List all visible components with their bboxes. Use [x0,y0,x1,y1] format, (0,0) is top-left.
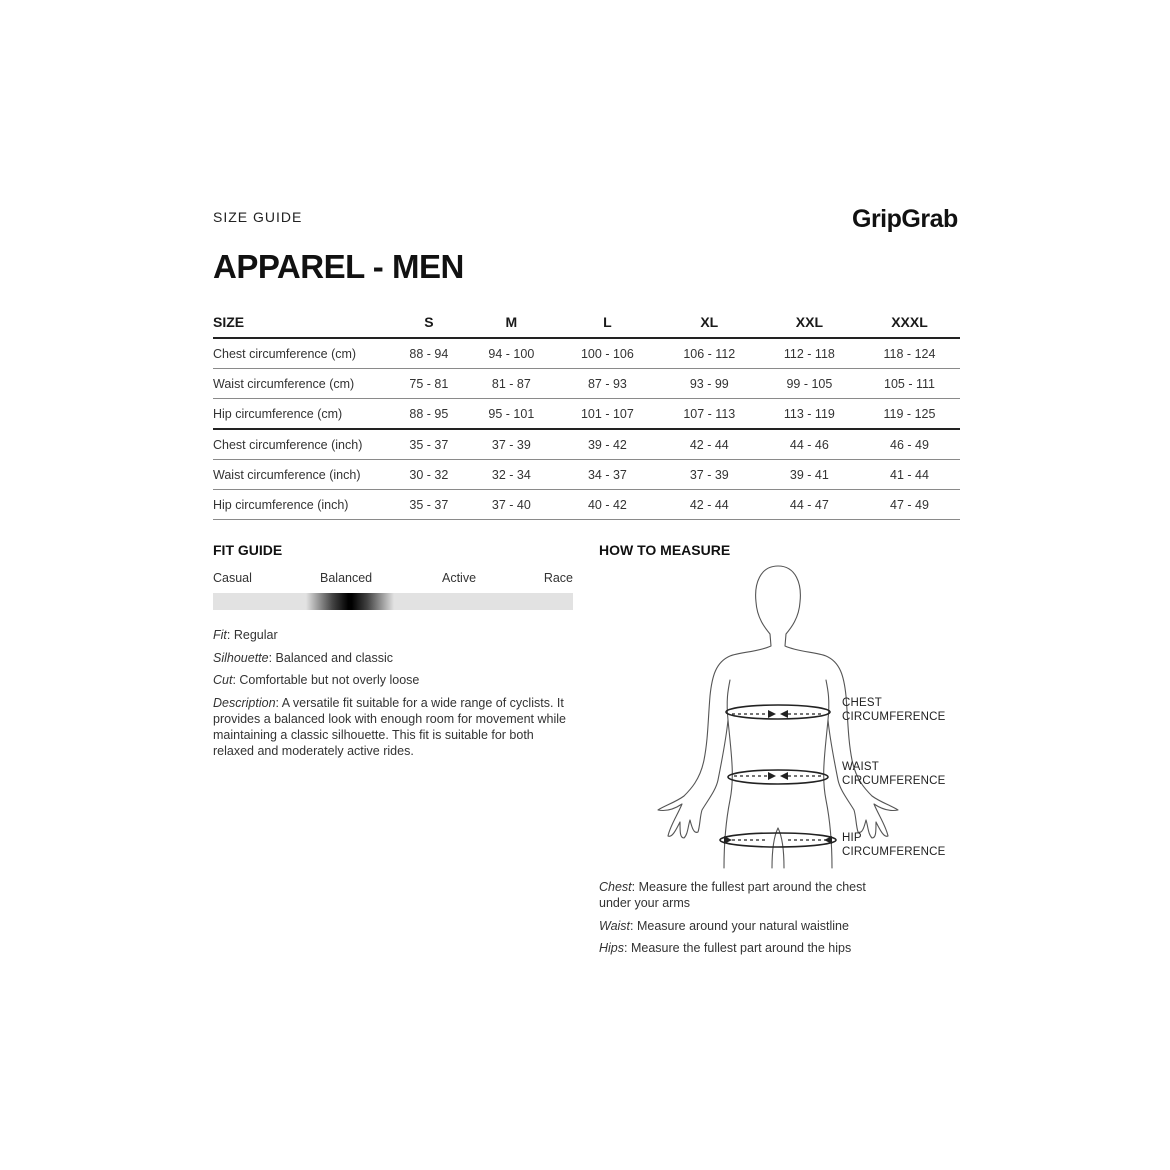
row-label: Chest circumference (inch) [213,429,391,460]
table-cell: 81 - 87 [467,369,556,399]
table-cell: 47 - 49 [859,490,960,520]
chest-label: CHEST CIRCUMFERENCE [842,697,946,723]
waist-label: WAIST CIRCUMFERENCE [842,761,946,787]
fit-scale-casual: Casual [213,571,252,585]
table-cell: 41 - 44 [859,460,960,490]
column-header-size: SIZE [213,306,391,338]
row-label: Hip circumference (inch) [213,490,391,520]
size-guide-kicker: SIZE GUIDE [213,209,303,225]
table-cell: 99 - 105 [760,369,859,399]
table-row [213,429,960,460]
fit-item-description: Description: A versatile fit suitable for a wide range of cyclists. It provides a balanced look with enough room for movement while maintaining a classic silhouette. This fit is suitable for both relaxed and moderately active rides. [213,695,566,758]
table-row [213,490,960,520]
table-row [213,399,960,430]
fit-item-cut: Cut: Comfortable but not overly loose [213,673,420,687]
measure-item-waist: Waist: Measure around your natural waistline [599,918,849,933]
table-cell: 112 - 118 [760,338,859,369]
column-header-xl: XL [659,306,760,338]
row-label: Chest circumference (cm) [213,338,391,369]
table-cell: 34 - 37 [556,460,659,490]
fit-scale-balanced: Balanced [320,571,373,585]
table-cell: 44 - 46 [760,429,859,460]
table-cell: 88 - 94 [391,338,467,369]
fit-scale-active: Active [442,571,477,585]
table-cell: 37 - 39 [659,460,760,490]
table-cell: 93 - 99 [659,369,760,399]
table-row [213,338,960,369]
fit-scale-race: Race [543,571,573,585]
table-cell: 30 - 32 [391,460,467,490]
table-cell: 88 - 95 [391,399,467,430]
table-cell: 42 - 44 [659,429,760,460]
table-cell: 95 - 101 [467,399,556,430]
measure-item-chest: Chest: Measure the fullest part around the chest under your arms [599,880,866,910]
table-cell: 42 - 44 [659,490,760,520]
column-header-s: S [391,306,467,338]
fit-guide-heading: FIT GUIDE [213,542,283,558]
fit-level-marker [306,593,394,610]
column-header-xxl: XXL [760,306,859,338]
table-cell: 39 - 42 [556,429,659,460]
table-cell: 105 - 111 [859,369,960,399]
table-cell: 40 - 42 [556,490,659,520]
size-table-header [213,306,960,338]
table-cell: 101 - 107 [556,399,659,430]
table-cell: 107 - 113 [659,399,760,430]
table-cell: 87 - 93 [556,369,659,399]
row-label: Hip circumference (cm) [213,399,391,430]
column-header-m: M [467,306,556,338]
column-header-xxxl: XXXL [859,306,960,338]
table-cell: 46 - 49 [859,429,960,460]
table-cell: 100 - 106 [556,338,659,369]
table-row [213,369,960,399]
table-row [213,460,960,490]
table-cell: 32 - 34 [467,460,556,490]
measure-item-hips: Hips: Measure the fullest part around the hips [599,941,852,955]
fit-description [213,627,573,765]
table-cell: 35 - 37 [391,429,467,460]
how-to-measure-heading: HOW TO MEASURE [599,542,731,558]
row-label: Waist circumference (cm) [213,369,391,399]
fit-scale-labels [213,571,573,587]
size-table [213,306,960,520]
row-label: Waist circumference (inch) [213,460,391,490]
table-cell: 37 - 40 [467,490,556,520]
table-cell: 113 - 119 [760,399,859,430]
gripgrab-logo: GripGrab [852,205,958,233]
measure-instructions [599,879,899,963]
fit-item-silhouette: Silhouette: Balanced and classic [213,650,393,665]
table-cell: 35 - 37 [391,490,467,520]
fit-item-fit: Fit: Regular [213,628,278,642]
table-cell: 44 - 47 [760,490,859,520]
table-cell: 119 - 125 [859,399,960,430]
table-cell: 75 - 81 [391,369,467,399]
table-cell: 106 - 112 [659,338,760,369]
hip-label: HIP CIRCUMFERENCE [842,832,946,858]
column-header-l: L [556,306,659,338]
table-cell: 37 - 39 [467,429,556,460]
table-cell: 94 - 100 [467,338,556,369]
page-title: APPAREL - MEN [213,248,464,285]
table-cell: 118 - 124 [859,338,960,369]
table-cell: 39 - 41 [760,460,859,490]
fit-scale-bar [213,593,573,610]
